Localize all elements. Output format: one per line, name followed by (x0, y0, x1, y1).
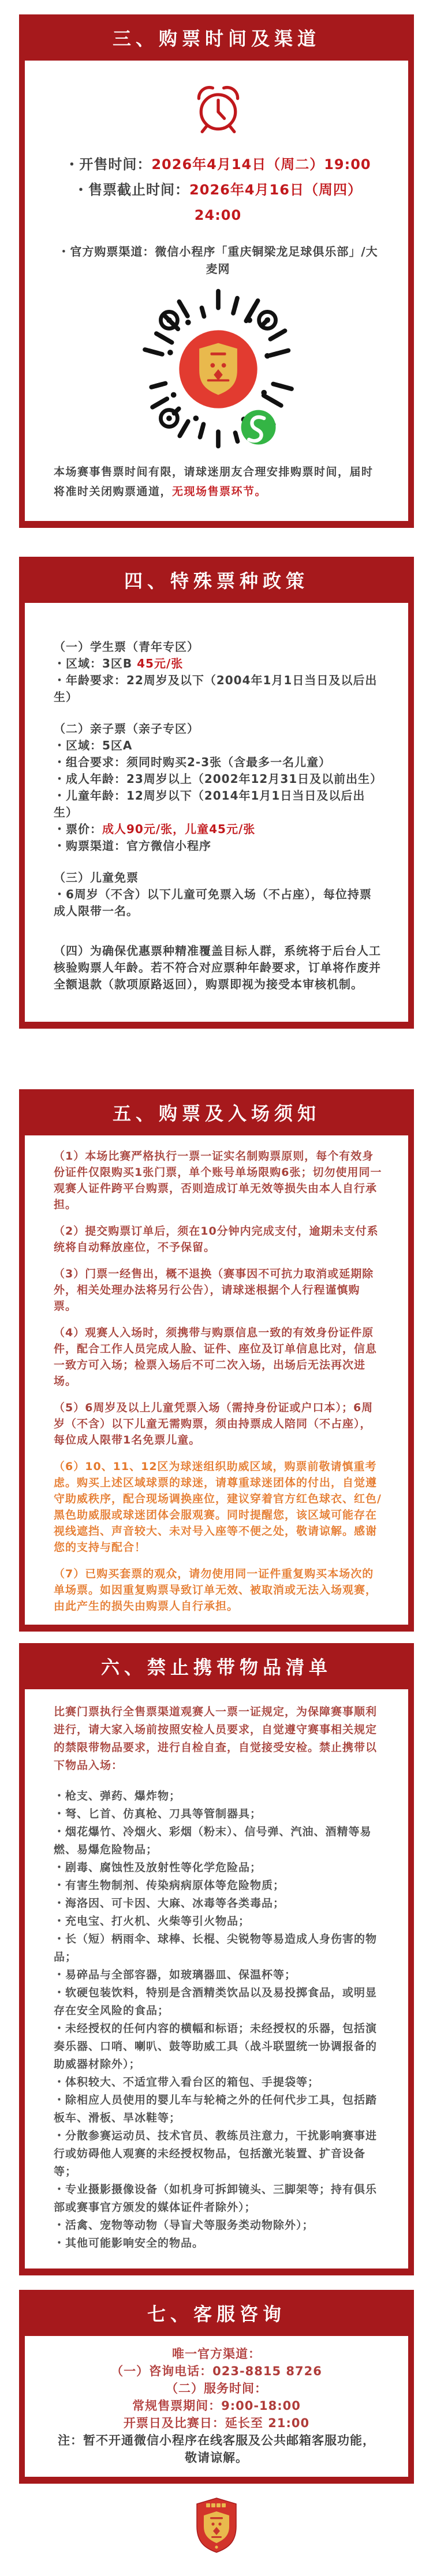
wechat-miniprogram-logo (241, 410, 275, 445)
student-price: 45元/张 (137, 657, 184, 670)
sale-window-note (54, 462, 382, 501)
prohibited-item: ・体积较大、不适宜带入看台区的箱包、手提袋等； (54, 2076, 320, 2088)
sale-start-value: 2026年4月14日（周二）19:00 (151, 156, 371, 173)
prohibited-item: ・剧毒、腐蚀性及放射性等化学危险品； (54, 1861, 262, 1874)
prohibited-item: ・活禽、宠物等动物（导盲犬等服务类动物除外）； (54, 2219, 314, 2232)
section-title: 七、客服咨询 (147, 2303, 286, 2325)
official-channel-line: ・官方购票渠道：微信小程序「重庆铜梁龙足球俱乐部」/大麦网 (58, 245, 378, 276)
family-child-age-line: ・儿童年龄：12周岁以下（2014年1月1日当日及以后出生） (54, 789, 365, 819)
section-title: 三、购票时间及渠道 (112, 28, 320, 50)
sale-end-label: ・售票截止时间： (74, 182, 190, 198)
notice-item-2: （2）提交购票订单后，须在10分钟内完成支付，逾期未支付系统将自动释放座位，不予保留。 (54, 1225, 379, 1254)
notice-item-6: （6）10、11、12区为球迷组织助威区域，购票前敬请慎重考虑。购买上述区域球票的球迷，请尊重球迷团体的付出，自觉遵守助威秩序，配合现场调换座位，建议穿着官方红色球衣、红色/黑色助威服或球迷团体会服观赛。同时提醒您，该区域可能存在视线遮挡、声音较大、未对号入座等不便之处，敬请谅解。感谢您的支持与配合！ (54, 1460, 382, 1554)
prohibited-item: ・海洛因、可卡因、大麻、冰毒等各类毒品； (54, 1897, 285, 1910)
section-card-ticket-time (19, 14, 414, 528)
qr-eye-bottom-left (160, 410, 177, 427)
prohibited-item: ・分散参赛运动员、技术官员、教练员注意力，干扰影响赛事进行或妨碍他人观赛的未经授权物品，包括激光装置、扩音设备等； (54, 2129, 378, 2178)
section-header-prohibited (19, 1643, 414, 1689)
family-combo-line: ・组合要求：须同时购买2-3张（含最多一名儿童） (54, 755, 331, 769)
alarm-clock-icon (54, 81, 382, 139)
family-price: 成人90元/张，儿童45元/张 (102, 822, 256, 836)
wechat-miniprogram-qr-code (54, 286, 382, 455)
free-child-heading: （三）儿童免票 (54, 871, 139, 884)
family-zone-line: ・区域：5区A (54, 738, 133, 752)
section-card-service (19, 2290, 414, 2484)
prohibited-item: ・弩、匕首、仿真枪、刀具等管制器具； (54, 1808, 262, 1820)
notice-item-5: （5）6周岁及以上儿童凭票入场（需持身份证或户口本）；6周岁（不含）以下儿童无需购票，须由持票成人陪同（不占座），每位成人限带1名免票儿童。 (54, 1401, 374, 1446)
prohibited-item: ・其他可能影响安全的物品。 (54, 2237, 204, 2249)
sale-window-note-red: 无现场售票环节。 (172, 485, 267, 498)
prohibited-item: ・易碎品与全部容器，如玻璃器皿、保温杯等； (54, 1968, 297, 1981)
section-header-ticket-time (19, 14, 414, 61)
section-card-prohibited (19, 1643, 414, 2275)
prohibited-item: ・除相应人员使用的婴儿车与轮椅之外的任何代步工具，包括踏板车、滑板、旱冰鞋等； (54, 2094, 378, 2124)
family-price-line: ・票价：成人90元/张，儿童45元/张 (54, 822, 256, 836)
service-note-line-1: 注：暂不开通微信小程序在线客服及公共邮箱客服功能， (58, 2433, 375, 2447)
prohibited-intro: 比赛门票执行全售票渠道观赛人一票一证规定，为保障赛事顺利进行，请大家入场前按照安检人员要求，自觉遵守赛事相关规定的禁限带物品要求，进行自检自查，自觉接受安检。禁止携带以下物品入场： (54, 1705, 378, 1772)
qr-eye-top-left (160, 312, 177, 328)
prohibited-item: ・枪支、弹药、爆炸物； (54, 1790, 181, 1802)
section-title: 五、购票及入场须知 (112, 1103, 320, 1124)
family-channel-line: ・购票渠道：官方微信小程序 (54, 839, 211, 853)
notice-item-7: （7）已购买套票的观众，请勿使用同一证件重复购买本场次的单场票。如因重复购票导致订单无效、被取消或无法入场观赛，由此产生的损失由购票人自行承担。 (54, 1568, 378, 1613)
family-heading: （二）亲子票（亲子专区） (54, 722, 199, 736)
prohibited-item: ・烟花爆竹、冷烟火、彩烟（粉末）、信号弹、汽油、酒精等易燃、易爆危险物品； (54, 1825, 372, 1856)
service-hours-matchday: 开票日及比赛日：延长至 21:00 (123, 2416, 310, 2430)
student-zone-line: ・区域：3区B 45元/张 (54, 657, 184, 670)
student-heading: （一）学生票（青年专区） (54, 640, 199, 654)
prohibited-item: ・有害生物制剂、传染病病原体等危险物质； (54, 1879, 285, 1892)
service-note-line-2: 敬请谅解。 (185, 2451, 248, 2465)
prohibited-item: ・充电宝、打火机、火柴等引火物品； (54, 1915, 251, 1928)
prohibited-item: ・长（短）柄雨伞、球棒、长棍、尖锐物等易造成人身伤害的物品； (54, 1933, 378, 1963)
qr-center-club-crest (179, 330, 257, 408)
notice-item-1: （1）本场比赛严格执行一票一证实名制购票原则，每个有效身份证件仅限购买1张门票，单个账号单场限购6张；切勿使用同一观赛人证件跨平台购票，否则造成订单无效等损失由本人自行承担。 (54, 1150, 382, 1211)
notice-item-3: （3）门票一经售出，概不退换（赛事因不可抗力取消或延期除外，相关处理办法将另行公告），请球迷根据个人行程谨慎购票。 (54, 1268, 374, 1313)
service-hours-regular: 常规售票期间：9:00-18:00 (132, 2399, 301, 2413)
qr-eye-top-right (259, 312, 275, 328)
family-adult-age-line: ・成人年龄：23周岁以上（2002年12月31日及以前出生） (54, 772, 383, 786)
sale-window-note-black: 本场赛事售票时间有限，请球迷朋友合理安排购票时间，届时将准时关闭购票通道， (54, 466, 374, 498)
family-ticket-group (54, 721, 382, 854)
section-header-notice (19, 1089, 414, 1135)
section-header-service (19, 2290, 414, 2336)
section-card-special-tickets (19, 557, 414, 1029)
free-child-group (54, 869, 382, 920)
sale-start-line (54, 152, 382, 177)
student-ticket-group (54, 639, 382, 706)
sale-end-value: 2026年4月16日（周四）24:00 (189, 182, 362, 223)
club-crest-badge (0, 2496, 433, 2576)
prohibited-item: ・未经授权的任何内容的横幅和标语；未经授权的乐器，包括演奏乐器、口哨、喇叭、鼓等助威工具（战斗联盟统一协调报备的助威器材除外）； (54, 2022, 378, 2071)
section-header-special-tickets (19, 557, 414, 603)
section-title: 四、特殊票种政策 (124, 570, 309, 592)
prohibited-item: ・专业摄影摄像设备（如机身可拆卸镜头、三脚架等；持有俱乐部或赛事官方颁发的媒体证件者除外）； (54, 2183, 378, 2214)
section-card-notice (19, 1089, 414, 1632)
service-phone-line: （一）咨询电话：023-8815 8726 (111, 2364, 322, 2378)
service-channel-line: 唯一官方渠道： (172, 2347, 261, 2361)
sale-end-line (54, 177, 382, 228)
student-age-line: ・年龄要求：22周岁及以下（2004年1月1日当日及以后出生） (54, 673, 378, 704)
section-title: 六、禁止携带物品清单 (100, 1656, 332, 1678)
age-verification-note: （四）为确保优惠票种精准覆盖目标人群，系统将于后台人工核验购票人年龄。若不符合对应票种年龄要求，订单将作废并全额退款（款项原路返回），购票即视为接受本审核机制。 (54, 944, 381, 991)
sale-start-label: ・开售时间： (65, 156, 152, 173)
service-hours-heading: （二）服务时间： (166, 2382, 267, 2395)
prohibited-item: ・软硬包装饮料，特别是含酒精类饮品以及易投掷食品，或明显存在安全风险的食品； (54, 1986, 378, 2017)
free-child-body: ・6周岁（不含）以下儿童可免票入场（不占座），每位持票成人限带一名。 (54, 887, 372, 918)
notice-item-4: （4）观赛人入场时，须携带与购票信息一致的有效身份证件原件，配合工作人员完成人脸、证件、座位及订单信息比对，信息一致方可入场；检票入场后不可二次入场，出场后无法再次进场。 (54, 1326, 378, 1388)
